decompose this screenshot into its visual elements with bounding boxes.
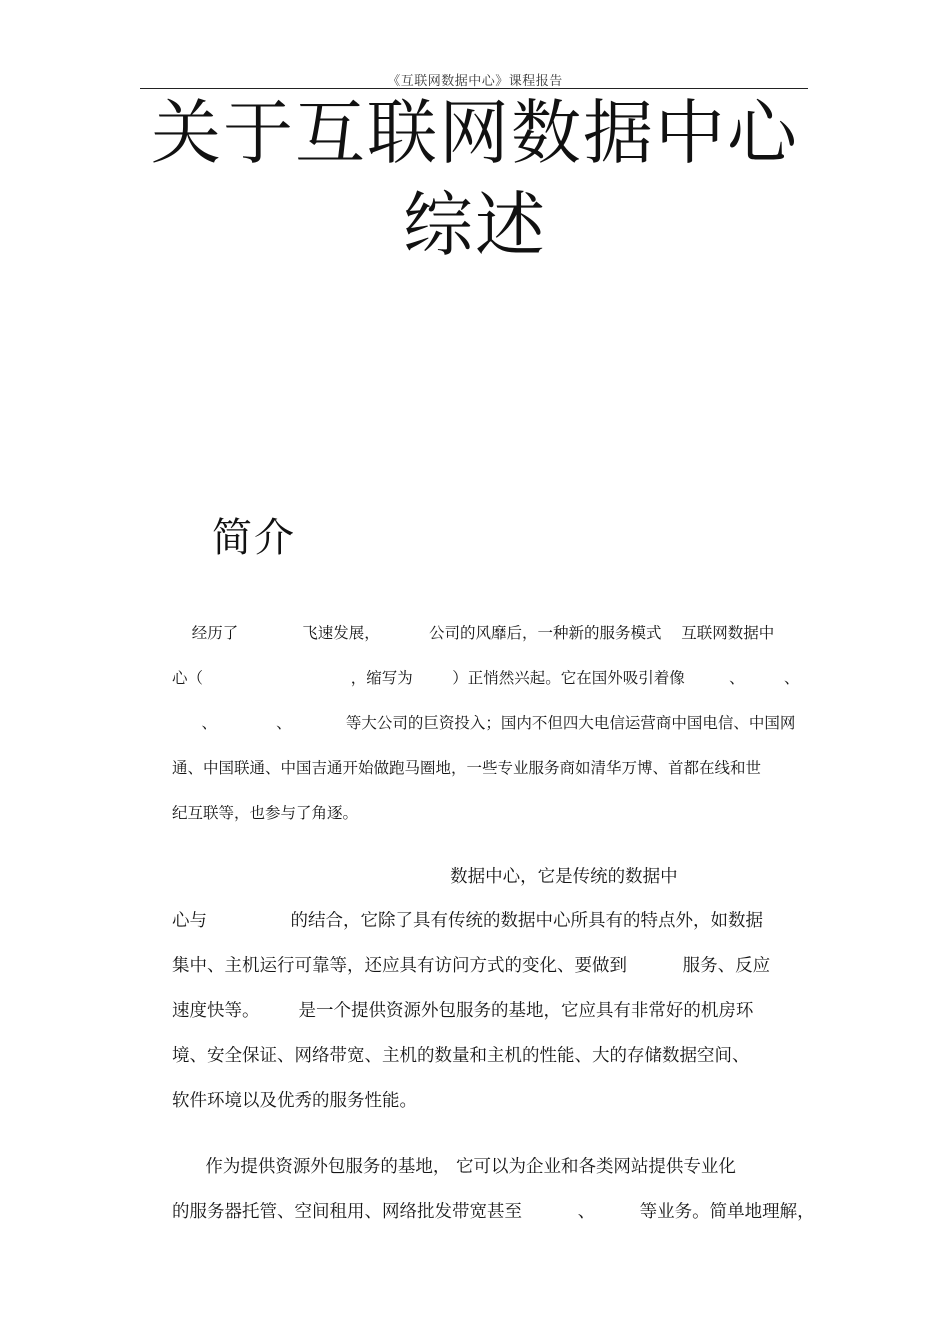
paragraph-line: 心与 的结合，它除了具有传统的数据中心所具有的特点外，如数据 — [172, 911, 763, 931]
paragraph-line: 心（ ，缩写为 ）正悄然兴起。它在国外吸引着像 、 、 — [172, 669, 800, 687]
paragraph-line: 纪互联等，也参与了角逐。 — [172, 804, 359, 822]
paragraph-line: 软件环境以及优秀的服务性能。 — [172, 1091, 417, 1111]
paragraph-line: 集中、主机运行可靠等，还应具有访问方式的变化、要做到 服务、反应 — [172, 956, 771, 976]
section-heading-introduction: 简介 — [212, 515, 296, 561]
paragraph-line: 境、安全保证、网络带宽、主机的数量和主机的性能、大的存储数据空间、 — [172, 1046, 750, 1066]
paragraph-line: 的服务器托管、空间租用、网络批发带宽甚至 、 等业务。简单地理解， — [172, 1202, 815, 1222]
header-divider — [140, 88, 808, 89]
document-title-line-2: 综述 — [403, 184, 547, 266]
document-title-line-1: 关于互联网数据中心 — [151, 92, 799, 174]
paragraph-line: 、 、 等大公司的巨资投入；国内不但四大电信运营商中国电信、中国网 — [172, 714, 796, 732]
running-header: 《互联网数据中心》课程报告 — [387, 74, 563, 89]
paragraph-line: 速度快等。 是一个提供资源外包服务的基地，它应具有非常好的机房环 — [172, 1001, 754, 1021]
paragraph-line: 经历了 飞速发展， 公司的风靡后，一种新的服务模式 互联网数据中 — [172, 624, 775, 642]
paragraph-line: 数据中心，它是传统的数据中 — [172, 867, 678, 887]
paragraph-line: 通、中国联通、中国吉通开始做跑马圈地，一些专业服务商如清华万博、首都在线和世 — [172, 759, 762, 777]
paragraph-line: 作为提供资源外包服务的基地， 它可以为企业和各类网站提供专业化 — [172, 1157, 736, 1177]
